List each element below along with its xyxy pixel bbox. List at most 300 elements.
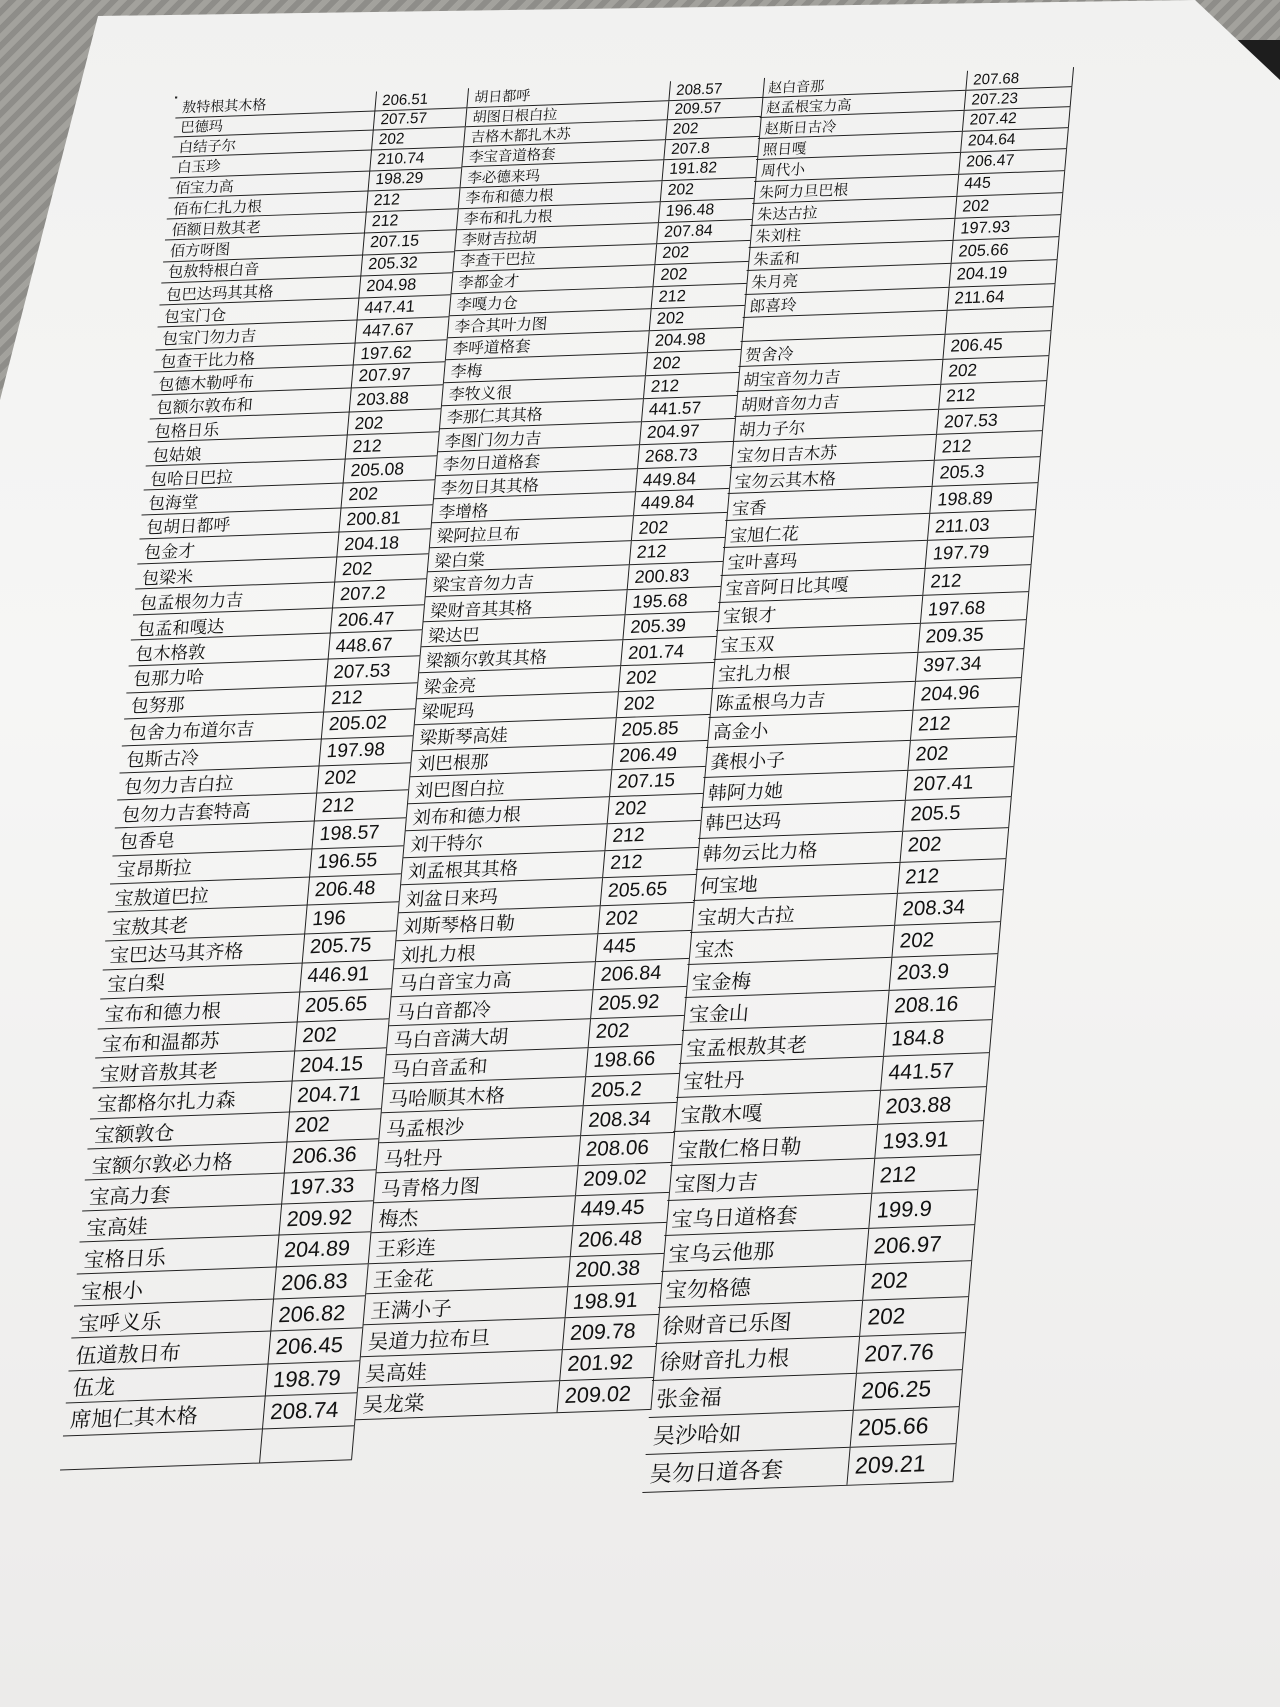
value-cell: 448.67 bbox=[329, 631, 423, 659]
value-cell: 205.66 bbox=[952, 237, 1060, 263]
value-cell: 204.15 bbox=[293, 1049, 387, 1081]
value-cell: 197.68 bbox=[921, 592, 1029, 623]
value-cell: 205.65 bbox=[601, 875, 697, 905]
value-cell: 206.47 bbox=[331, 605, 425, 633]
value-cell: 205.75 bbox=[303, 931, 397, 962]
name-cell: 周代小 bbox=[754, 153, 961, 181]
value-cell: 268.73 bbox=[638, 442, 734, 468]
name-cell: 赵白音那 bbox=[761, 71, 968, 97]
name-cell: 李嘎力仓 bbox=[450, 287, 654, 315]
value-cell: 205.08 bbox=[344, 456, 438, 482]
value-cell: 202 bbox=[908, 737, 1016, 770]
value-cell: 208.57 bbox=[669, 78, 765, 100]
value-cell bbox=[260, 1427, 355, 1462]
value-cell: 203.9 bbox=[890, 954, 999, 989]
name-cell: 朱刘柱 bbox=[749, 219, 956, 248]
value-cell: 202 bbox=[617, 688, 713, 716]
value-cell: 197.79 bbox=[926, 537, 1034, 567]
value-cell: 212 bbox=[939, 381, 1047, 409]
name-cell: 伍道敖日布 bbox=[69, 1332, 272, 1370]
value-cell: 198.79 bbox=[266, 1361, 361, 1396]
value-cell: 207.76 bbox=[857, 1333, 966, 1372]
name-cell: 包木格敦 bbox=[129, 634, 331, 666]
value-cell: 212 bbox=[872, 1155, 981, 1193]
value-cell: 211.03 bbox=[928, 510, 1036, 540]
name-cell: 梁宝音勿力吉 bbox=[426, 565, 630, 596]
name-cell: 刘布和德力根 bbox=[406, 797, 610, 830]
name-cell: 马青格力图 bbox=[374, 1166, 578, 1202]
value-cell: 193.91 bbox=[875, 1121, 984, 1158]
name-cell: 包宝门勿力吉 bbox=[156, 321, 358, 349]
value-cell: 202 bbox=[295, 1019, 389, 1051]
value-cell: 202 bbox=[892, 922, 1001, 957]
name-cell: 包巴达玛其其格 bbox=[159, 277, 361, 305]
value-cell: 204.71 bbox=[290, 1079, 384, 1112]
value-cell: 202 bbox=[901, 828, 1010, 862]
name-cell: 宝敖道巴拉 bbox=[108, 877, 310, 911]
value-cell: 196 bbox=[305, 902, 399, 933]
value-cell: 202 bbox=[608, 794, 704, 823]
value-cell: 207.42 bbox=[963, 107, 1071, 130]
name-cell: 李财吉拉胡 bbox=[455, 223, 659, 250]
value-cell: 202 bbox=[589, 1016, 685, 1047]
name-cell: 吴道力拉布旦 bbox=[361, 1319, 566, 1356]
name-cell: 包梁米 bbox=[135, 558, 337, 589]
name-cell: 李牧义很 bbox=[442, 376, 646, 405]
value-cell: 212 bbox=[603, 848, 699, 878]
value-cell: 198.89 bbox=[930, 484, 1038, 513]
value-cell: 205.85 bbox=[615, 714, 711, 743]
name-cell: 宝散仁格日勒 bbox=[670, 1125, 878, 1166]
name-cell: 胡力子尔 bbox=[732, 410, 939, 442]
value-cell: 209.02 bbox=[558, 1378, 655, 1412]
value-cell: 202 bbox=[619, 663, 715, 691]
name-cell: 宝扎力根 bbox=[711, 653, 918, 688]
name-cell: 李增格 bbox=[432, 493, 636, 523]
name-cell: 包查干比力格 bbox=[154, 343, 356, 372]
value-cell: 212 bbox=[652, 284, 748, 308]
name-cell bbox=[60, 1430, 263, 1469]
name-cell: 梁金亮 bbox=[417, 666, 621, 698]
name-cell: 梁额尔敦其其格 bbox=[419, 641, 623, 673]
name-cell: 宝都格尔扎力森 bbox=[90, 1082, 292, 1118]
name-cell: 梅杰 bbox=[371, 1196, 575, 1232]
name-cell: 李都金才 bbox=[452, 265, 656, 293]
value-cell: 446.91 bbox=[300, 960, 394, 991]
value-cell: 212 bbox=[367, 188, 461, 211]
name-cell: 刘斯琴格日勒 bbox=[396, 906, 600, 940]
value-cell: 209.92 bbox=[280, 1201, 375, 1235]
value-cell: 197.98 bbox=[320, 736, 414, 765]
value-cell: 207.15 bbox=[363, 230, 457, 254]
value-cell: 202 bbox=[654, 262, 750, 286]
name-cell: 宝额敦仓 bbox=[87, 1112, 290, 1149]
name-cell: 宝图力吉 bbox=[667, 1159, 875, 1200]
name-cell: 刘巴图白拉 bbox=[408, 770, 612, 803]
name-cell: 白结子尔 bbox=[172, 131, 374, 157]
value-cell: 191.82 bbox=[663, 157, 759, 180]
value-cell: 447.67 bbox=[356, 318, 450, 343]
value-cell: 449.84 bbox=[636, 466, 732, 492]
name-cell: 梁达巴 bbox=[421, 615, 625, 646]
name-cell: 徐财音扎力根 bbox=[652, 1337, 860, 1380]
name-cell: 包那力哈 bbox=[126, 660, 328, 692]
name-cell: 王彩连 bbox=[369, 1226, 574, 1263]
value-cell: 441.57 bbox=[642, 396, 738, 421]
roster-table bbox=[69, 69, 1020, 1489]
name-cell: 吴龙棠 bbox=[356, 1381, 561, 1419]
value-cell: 212 bbox=[923, 565, 1031, 595]
name-cell: 宝散木嘎 bbox=[673, 1091, 881, 1131]
value-cell: 205.3 bbox=[933, 457, 1041, 486]
name-cell: 贺舍冷 bbox=[738, 335, 945, 366]
value-cell: 197.93 bbox=[954, 215, 1062, 240]
value-cell: 201.74 bbox=[621, 637, 717, 665]
value-cell: 202 bbox=[372, 128, 466, 150]
name-cell: 马白音孟和 bbox=[384, 1048, 588, 1083]
name-cell: 包孟和嘎达 bbox=[131, 608, 333, 640]
name-cell: 照日嘎 bbox=[756, 132, 963, 159]
value-cell: 209.02 bbox=[576, 1163, 672, 1195]
name-cell: 宝敖其老 bbox=[105, 906, 307, 941]
name-cell: 何宝地 bbox=[693, 863, 901, 901]
name-cell: 宝财音敖其老 bbox=[93, 1052, 295, 1088]
name-cell: 李宝音道格套 bbox=[462, 140, 666, 166]
name-cell: 宝呼义乐 bbox=[71, 1300, 274, 1338]
value-cell: 207.53 bbox=[326, 657, 420, 685]
value-cell: 200.83 bbox=[628, 562, 724, 589]
name-cell: 宝勿日吉木苏 bbox=[730, 435, 937, 467]
name-cell: 宝白梨 bbox=[100, 963, 302, 998]
value-cell: 200.38 bbox=[568, 1254, 665, 1287]
name-cell: 包努那 bbox=[124, 686, 326, 719]
name-cell: 包胡日都呼 bbox=[139, 508, 341, 539]
value-cell: 209.78 bbox=[563, 1315, 660, 1349]
name-cell: 包德木勒呼布 bbox=[152, 366, 354, 395]
name-cell: 包孟根勿力吉 bbox=[133, 583, 335, 614]
value-cell: 207.57 bbox=[374, 108, 468, 130]
name-cell: 宝巴达马其齐格 bbox=[103, 934, 305, 969]
value-cell: 208.34 bbox=[895, 890, 1004, 925]
name-cell: 白玉珍 bbox=[170, 151, 372, 177]
name-cell: 朱阿力旦巴根 bbox=[752, 174, 959, 202]
name-cell: 胡财音勿力吉 bbox=[734, 384, 941, 415]
value-cell: 449.84 bbox=[634, 489, 730, 515]
name-cell: 宝格日乐 bbox=[77, 1236, 280, 1274]
value-cell: 212 bbox=[935, 431, 1043, 460]
name-cell: 梁财音其其格 bbox=[424, 590, 628, 621]
name-cell: 宝勿云其木格 bbox=[728, 461, 935, 493]
name-cell: 宝金梅 bbox=[685, 958, 893, 997]
name-cell: 郎喜玲 bbox=[743, 287, 950, 317]
value-cell: 203.88 bbox=[350, 386, 444, 411]
name-cell: 宝金山 bbox=[682, 991, 890, 1030]
value-cell: 441.57 bbox=[881, 1053, 990, 1089]
value-cell: 207.23 bbox=[965, 87, 1073, 110]
name-cell: 刘干特尔 bbox=[403, 824, 607, 857]
value-cell: 207.41 bbox=[906, 767, 1015, 800]
value-cell: 196.48 bbox=[659, 198, 755, 221]
value-cell: 207.84 bbox=[657, 219, 753, 242]
name-cell: 马牡丹 bbox=[377, 1136, 581, 1172]
name-cell: 宝银才 bbox=[716, 596, 923, 630]
value-cell: 199.9 bbox=[869, 1190, 978, 1228]
value-cell: 204.98 bbox=[648, 328, 744, 353]
name-cell: 马孟根沙 bbox=[379, 1107, 583, 1143]
name-cell: 宝牡丹 bbox=[676, 1057, 884, 1097]
name-cell: 宝昂斯拉 bbox=[110, 849, 312, 883]
name-cell: 宝布和温都苏 bbox=[95, 1022, 297, 1058]
name-cell: 胡图日根白拉 bbox=[466, 101, 670, 127]
value-cell: 207.68 bbox=[966, 67, 1074, 90]
name-cell: 佰额日敖其老 bbox=[165, 213, 367, 240]
value-cell: 206.82 bbox=[271, 1296, 366, 1330]
name-cell: 宝香 bbox=[725, 487, 932, 520]
name-cell: 李梅 bbox=[444, 353, 648, 382]
value-cell: 205.5 bbox=[903, 797, 1012, 830]
value-cell: 208.16 bbox=[887, 987, 996, 1023]
name-cell: 宝乌云他那 bbox=[661, 1229, 869, 1271]
value-cell: 212 bbox=[324, 683, 418, 712]
value-cell: 212 bbox=[898, 859, 1007, 893]
name-cell: 吉格木都扎木苏 bbox=[464, 120, 668, 146]
name-cell: 包哈日巴拉 bbox=[144, 460, 346, 490]
value-cell: 198.91 bbox=[566, 1284, 663, 1317]
name-cell: 李必德来玛 bbox=[461, 161, 665, 188]
value-cell: 212 bbox=[630, 538, 726, 565]
value-cell: 207.53 bbox=[937, 406, 1045, 434]
name-cell: 巴德玛 bbox=[174, 111, 376, 137]
value-cell: 208.06 bbox=[579, 1133, 675, 1165]
name-cell: 吴高娃 bbox=[358, 1350, 563, 1388]
name-cell: 宝孟根敖其老 bbox=[679, 1024, 887, 1063]
value-cell: 445 bbox=[957, 171, 1065, 196]
value-cell: 212 bbox=[605, 821, 701, 850]
value-cell: 206.51 bbox=[375, 88, 469, 110]
value-cell: 198.57 bbox=[312, 818, 406, 848]
value-cell: 208.74 bbox=[263, 1394, 358, 1429]
value-cell: 202 bbox=[941, 356, 1049, 384]
name-cell: 宝额尔敦必力格 bbox=[85, 1143, 288, 1180]
name-cell: 张金福 bbox=[649, 1373, 857, 1416]
value-cell: 197.33 bbox=[282, 1170, 377, 1203]
name-cell: 马白音满大胡 bbox=[387, 1019, 591, 1054]
name-cell: 梁阿拉旦布 bbox=[430, 517, 634, 547]
value-cell: 201.92 bbox=[560, 1347, 657, 1381]
value-cell: 207.2 bbox=[333, 579, 427, 607]
name-cell: 赵孟根宝力高 bbox=[760, 91, 967, 118]
name-cell: 李查干巴拉 bbox=[453, 244, 657, 271]
name-cell: 李布和扎力根 bbox=[457, 202, 661, 229]
value-cell: 445 bbox=[596, 931, 692, 961]
value-cell: 204.18 bbox=[337, 529, 431, 556]
value-cell: 206.45 bbox=[943, 331, 1051, 358]
value-cell: 204.97 bbox=[640, 419, 736, 445]
name-cell: 宝杰 bbox=[687, 926, 895, 964]
value-cell: 212 bbox=[644, 373, 740, 398]
name-cell: 王金花 bbox=[366, 1257, 571, 1294]
name-cell: 吴沙哈如 bbox=[646, 1410, 854, 1454]
name-cell: 包金才 bbox=[137, 533, 339, 564]
value-cell: 200.81 bbox=[339, 505, 433, 532]
name-cell: 陈孟根乌力吉 bbox=[709, 682, 916, 717]
value-cell: 212 bbox=[315, 791, 409, 821]
value-cell: 202 bbox=[956, 193, 1064, 218]
value-cell: 397.34 bbox=[916, 649, 1024, 681]
name-cell: 包宝门仓 bbox=[158, 299, 360, 327]
value-cell: 202 bbox=[342, 480, 436, 507]
name-cell: 梁呢玛 bbox=[415, 692, 619, 724]
name-cell: 吴勿日道各套 bbox=[642, 1448, 850, 1492]
name-cell: 包舍力布道尔吉 bbox=[122, 713, 324, 746]
value-cell: 205.92 bbox=[591, 987, 687, 1018]
name-cell: 李那仁其其格 bbox=[440, 399, 644, 428]
value-cell: 202 bbox=[860, 1297, 969, 1336]
value-cell: 449.45 bbox=[573, 1193, 669, 1226]
value-cell: 205.39 bbox=[623, 612, 719, 640]
name-cell: 李呼道格套 bbox=[446, 331, 650, 359]
name-cell: 佰方呀图 bbox=[163, 234, 365, 261]
value-cell: 212 bbox=[365, 209, 459, 232]
value-cell bbox=[946, 307, 1054, 334]
name-cell: 包格日乐 bbox=[148, 412, 350, 442]
name-cell: 宝布和德力根 bbox=[98, 993, 300, 1028]
name-cell: 宝勿格德 bbox=[658, 1265, 866, 1307]
value-cell: 205.2 bbox=[584, 1074, 680, 1106]
value-cell: 205.66 bbox=[851, 1407, 960, 1447]
name-cell: 包海堂 bbox=[142, 484, 344, 514]
name-cell: 伍龙 bbox=[66, 1364, 269, 1403]
name-cell: 包敖特根白音 bbox=[161, 255, 363, 283]
name-cell: 佰宝力高 bbox=[169, 171, 371, 198]
name-cell: 宝叶喜玛 bbox=[721, 541, 928, 575]
name-cell: 刘盆日来玛 bbox=[399, 879, 603, 913]
value-cell: 202 bbox=[646, 350, 742, 375]
value-cell: 207.97 bbox=[352, 363, 446, 388]
name-cell: 龚根小子 bbox=[703, 740, 910, 776]
name-cell: 韩勿云比力格 bbox=[696, 832, 904, 869]
name-cell: 马哈顺其木格 bbox=[382, 1077, 586, 1112]
value-cell: 202 bbox=[317, 763, 411, 793]
value-cell: 202 bbox=[650, 306, 746, 330]
name-cell: 徐财音已乐图 bbox=[655, 1301, 863, 1343]
name-cell: 包勿力吉套特高 bbox=[115, 794, 317, 828]
name-cell: 高金小 bbox=[706, 711, 913, 747]
name-cell: 宝胡大古拉 bbox=[690, 894, 898, 932]
name-cell: 宝旭仁花 bbox=[723, 514, 930, 547]
value-cell: 212 bbox=[911, 707, 1019, 739]
value-cell: 209.57 bbox=[668, 97, 764, 119]
value-cell: 204.98 bbox=[359, 273, 453, 297]
value-cell: 202 bbox=[655, 241, 751, 265]
name-cell: 刘孟根其其格 bbox=[401, 851, 605, 884]
name-cell: 宝根小 bbox=[74, 1268, 277, 1306]
value-cell: 207.8 bbox=[664, 137, 760, 160]
name-cell: 敖特根其木格 bbox=[175, 91, 377, 117]
value-cell: 206.47 bbox=[959, 149, 1067, 173]
value-cell: 206.49 bbox=[612, 741, 708, 770]
value-cell: 202 bbox=[335, 554, 429, 581]
name-cell: 胡宝音勿力吉 bbox=[736, 360, 943, 391]
value-cell: 206.48 bbox=[571, 1223, 668, 1256]
name-cell: 包姑娘 bbox=[146, 436, 348, 466]
name-cell: 李勿日道格套 bbox=[436, 445, 640, 475]
name-cell: 刘巴根那 bbox=[410, 744, 614, 777]
value-cell: 206.45 bbox=[269, 1328, 364, 1363]
value-cell: 204.89 bbox=[277, 1233, 372, 1267]
name-cell: 宝高娃 bbox=[80, 1205, 283, 1242]
value-cell: 202 bbox=[666, 117, 762, 139]
name-cell: 朱孟和 bbox=[747, 241, 954, 270]
name-cell: 包勿力吉白拉 bbox=[117, 766, 319, 799]
name-cell: 包斯古冷 bbox=[120, 739, 322, 772]
value-cell: 206.97 bbox=[866, 1225, 975, 1263]
name-cell: 席旭仁其木格 bbox=[63, 1397, 266, 1436]
name-cell: 佰布仁扎力根 bbox=[167, 192, 369, 219]
value-cell: 202 bbox=[348, 409, 442, 435]
value-cell: 209.35 bbox=[918, 621, 1026, 652]
value-cell: 203.88 bbox=[878, 1087, 987, 1124]
value-cell: 198.29 bbox=[369, 168, 463, 191]
name-cell: 马白音宝力高 bbox=[392, 962, 596, 996]
name-cell: 李合其叶力图 bbox=[448, 309, 652, 337]
value-cell: 208.34 bbox=[581, 1103, 677, 1135]
value-cell: 202 bbox=[863, 1261, 972, 1300]
value-cell: 184.8 bbox=[884, 1020, 993, 1056]
name-cell: 梁斯琴高娃 bbox=[413, 718, 617, 750]
value-cell: 202 bbox=[632, 513, 728, 540]
value-cell: 195.68 bbox=[626, 587, 722, 614]
name-cell: 李布和德力根 bbox=[459, 181, 663, 208]
name-cell: 赵斯日古冷 bbox=[758, 111, 965, 138]
name-cell: 刘扎力根 bbox=[394, 934, 598, 968]
name-cell: 宝乌日道格套 bbox=[664, 1194, 872, 1235]
value-cell: 202 bbox=[598, 903, 694, 933]
value-cell: 205.32 bbox=[361, 252, 455, 276]
value-cell: 204.96 bbox=[914, 678, 1022, 710]
value-cell: 202 bbox=[661, 178, 757, 201]
name-cell: 包香皂 bbox=[112, 821, 314, 855]
name-cell: 宝高力套 bbox=[82, 1173, 285, 1210]
value-cell: 211.64 bbox=[948, 284, 1056, 310]
value-cell: 204.19 bbox=[950, 260, 1058, 286]
value-cell: 197.62 bbox=[354, 340, 448, 365]
value-cell: 209.21 bbox=[847, 1444, 956, 1484]
name-cell: 梁白棠 bbox=[428, 541, 632, 572]
name-cell: 韩阿力她 bbox=[701, 770, 909, 807]
name-cell: 宝玉双 bbox=[713, 624, 920, 659]
value-cell: 198.66 bbox=[586, 1045, 682, 1076]
value-cell: 206.36 bbox=[285, 1139, 380, 1172]
value-cell: 207.15 bbox=[610, 767, 706, 796]
value-cell: 206.83 bbox=[274, 1264, 369, 1298]
value-cell: 206.25 bbox=[854, 1370, 963, 1410]
name-cell: 胡日都呼 bbox=[467, 81, 671, 107]
name-cell: 朱月亮 bbox=[745, 264, 952, 294]
name-cell: 王满小子 bbox=[364, 1288, 569, 1325]
name-cell: 朱达古拉 bbox=[751, 196, 958, 224]
value-cell: 204.64 bbox=[961, 128, 1069, 152]
name-cell: 李图门勿力吉 bbox=[438, 422, 642, 451]
name-cell: 马白音都冷 bbox=[389, 991, 593, 1026]
value-cell: 210.74 bbox=[370, 148, 464, 171]
name-cell: 宝音阿日比其嘎 bbox=[718, 568, 925, 602]
value-cell: 447.41 bbox=[358, 295, 452, 319]
name-cell: 包额尔敦布和 bbox=[150, 389, 352, 418]
value-cell: 205.02 bbox=[322, 709, 416, 738]
value-cell: 196.55 bbox=[310, 846, 404, 876]
value-cell: 202 bbox=[287, 1109, 382, 1142]
